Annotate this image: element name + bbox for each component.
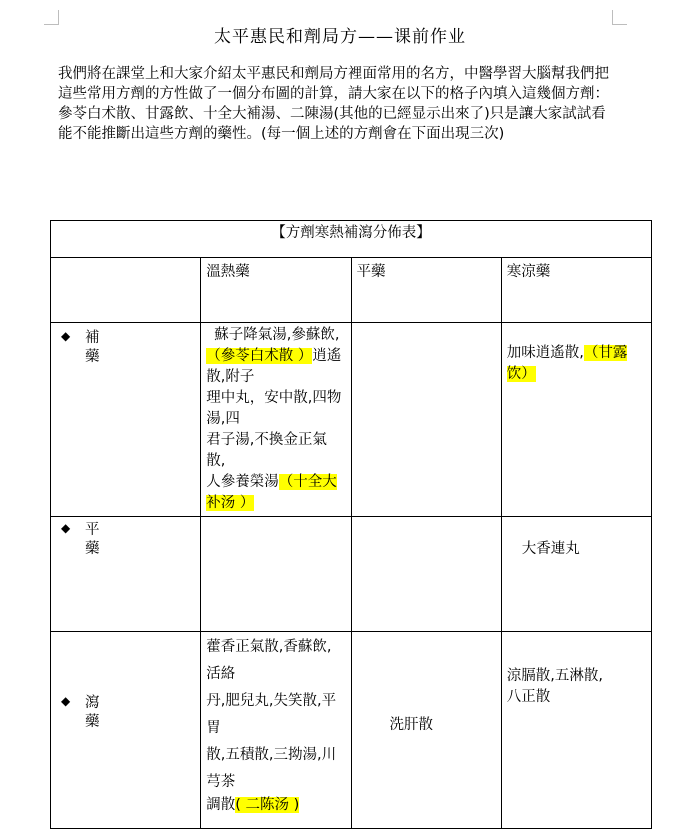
- highlighted-answer: （參苓白术散 ）: [206, 348, 313, 364]
- distribution-table: [50, 220, 652, 829]
- cell-line: 藿香正氣散,香蘇飲,活絡: [206, 639, 332, 682]
- row-label-tonify: 補藥: [85, 330, 100, 365]
- diamond-bullet-icon: ◆: [61, 694, 71, 708]
- cell-neutral-warm: [201, 517, 351, 632]
- cell-tonify-cold: [501, 323, 651, 517]
- cell-line: 散,五積散,三拗湯,川芎茶: [206, 747, 337, 790]
- cell-line: 君子湯,不換金正氣散,: [206, 432, 327, 469]
- row-header-tonify: [51, 323, 201, 517]
- cell-line: 八正散: [506, 689, 551, 705]
- diamond-bullet-icon: ◆: [61, 329, 71, 343]
- diamond-bullet-icon: ◆: [61, 521, 71, 535]
- column-header-neutral: 平藥: [351, 258, 501, 323]
- row-header-neutral: [51, 517, 201, 632]
- cell-purge-neutral: 洗肝散: [351, 632, 501, 829]
- cell-neutral-neutral: [351, 517, 501, 632]
- cell-line: 理中丸，安中散,四物湯,四: [206, 390, 342, 427]
- table-caption: 【方劑寒熱補瀉分佈表】: [51, 221, 652, 258]
- cell-line-text: 調散: [206, 797, 236, 813]
- cell-line: 蘇子降氣湯,參蘇飲,: [214, 327, 340, 343]
- cell-tonify-neutral: [351, 323, 501, 517]
- cell-line: [206, 346, 345, 388]
- cell-line: 涼膈散,五淋散,: [506, 668, 603, 684]
- column-header-cold: 寒涼藥: [501, 258, 651, 323]
- highlighted-answer: （甘露饮）: [506, 345, 628, 382]
- row-label-purge: 瀉藥: [85, 695, 100, 730]
- cell-neutral-cold: 大香連丸: [501, 517, 651, 632]
- cell-line: [206, 796, 345, 815]
- highlighted-answer: （十全大补汤 ）: [206, 474, 337, 511]
- cell-tonify-warm: [201, 323, 351, 517]
- intro-paragraph: 我們將在課堂上和大家介紹太平惠民和劑局方裡面常用的名方，中醫學習大腦幫我們把這些常用方劑的方性做了一個分布圖的計算，請大家在以下的格子內填入這幾個方劑：參苓白术散、甘露飲、十全大補湯、二陳湯(其他的已經显示出來了)只是讓大家試試看能不能推斷出這些方劑的藥性。(每一個上述的方劑會在下面出現三次): [58, 66, 609, 142]
- highlighted-answer: ( 二陈汤 ): [235, 797, 300, 813]
- cell-line-text: 逍遙散,附子: [206, 348, 342, 385]
- document-title: 太平惠民和劑局方——课前作业: [214, 27, 466, 47]
- cell-line-text: 加味逍遙散,: [506, 345, 584, 361]
- column-header-warm: 溫熱藥: [201, 258, 351, 323]
- cell-purge-warm: [201, 632, 351, 829]
- cell-purge-cold: [501, 632, 651, 829]
- cell-line: [206, 472, 345, 514]
- row-label-neutral: 平藥: [85, 522, 100, 557]
- cell-line-text: 人參養榮湯: [206, 474, 279, 490]
- cell-line: 丹,肥兒丸,失笑散,平胃: [206, 693, 337, 736]
- row-header-purge: [51, 632, 201, 829]
- corner-cell: [51, 258, 201, 323]
